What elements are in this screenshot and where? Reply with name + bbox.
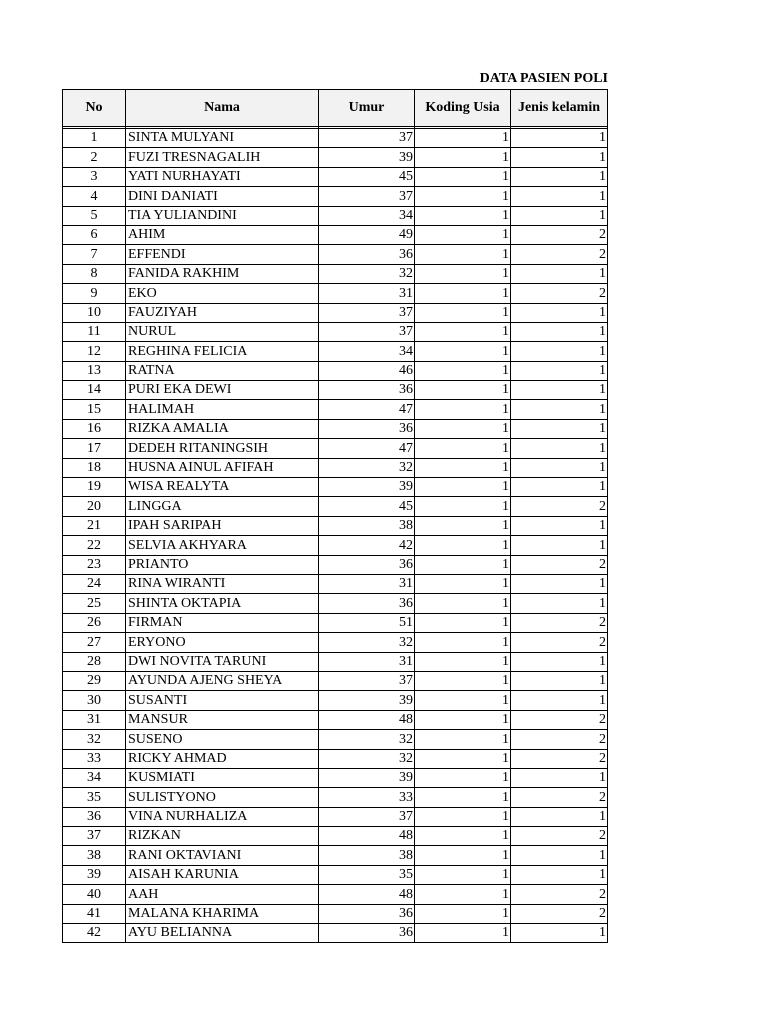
table-row: [63, 478, 608, 497]
table-row: [63, 536, 608, 555]
cell-no: 29: [63, 671, 126, 690]
cell-no: 31: [63, 710, 126, 729]
cell-umur: 37: [319, 671, 415, 690]
table-row: [63, 904, 608, 923]
cell-jenis-kelamin: 1: [511, 381, 608, 400]
cell-no: 19: [63, 478, 126, 497]
cell-no: 37: [63, 827, 126, 846]
cell-umur: 39: [319, 691, 415, 710]
cell-koding-usia: 1: [415, 322, 511, 341]
cell-umur: 51: [319, 613, 415, 632]
table-row: [63, 671, 608, 690]
table-row: [63, 245, 608, 264]
cell-no: 17: [63, 439, 126, 458]
cell-jenis-kelamin: 1: [511, 652, 608, 671]
cell-umur: 45: [319, 167, 415, 186]
cell-umur: 36: [319, 904, 415, 923]
cell-jenis-kelamin: 1: [511, 264, 608, 283]
cell-nama: EKO: [126, 284, 319, 303]
cell-umur: 38: [319, 516, 415, 535]
cell-koding-usia: 1: [415, 827, 511, 846]
cell-jenis-kelamin: 1: [511, 342, 608, 361]
cell-no: 8: [63, 264, 126, 283]
cell-nama: HALIMAH: [126, 400, 319, 419]
cell-nama: SHINTA OKTAPIA: [126, 594, 319, 613]
cell-umur: 36: [319, 381, 415, 400]
cell-no: 24: [63, 574, 126, 593]
cell-jenis-kelamin: 1: [511, 536, 608, 555]
cell-koding-usia: 1: [415, 788, 511, 807]
table-row: [63, 924, 608, 943]
cell-umur: 39: [319, 148, 415, 167]
cell-umur: 48: [319, 885, 415, 904]
cell-koding-usia: 1: [415, 264, 511, 283]
cell-nama: DWI NOVITA TARUNI: [126, 652, 319, 671]
cell-no: 40: [63, 885, 126, 904]
cell-umur: 36: [319, 245, 415, 264]
cell-nama: AAH: [126, 885, 319, 904]
table-row: [63, 322, 608, 341]
cell-nama: SUSANTI: [126, 691, 319, 710]
cell-umur: 31: [319, 284, 415, 303]
cell-jenis-kelamin: 1: [511, 478, 608, 497]
cell-umur: 32: [319, 749, 415, 768]
cell-koding-usia: 1: [415, 846, 511, 865]
cell-koding-usia: 1: [415, 167, 511, 186]
cell-nama: SUSENO: [126, 730, 319, 749]
cell-nama: WISA REALYTA: [126, 478, 319, 497]
table-row: [63, 303, 608, 322]
table-row: [63, 827, 608, 846]
cell-nama: LINGGA: [126, 497, 319, 516]
cell-koding-usia: 1: [415, 691, 511, 710]
table-header-row: [63, 90, 608, 127]
cell-no: 12: [63, 342, 126, 361]
cell-nama: PURI EKA DEWI: [126, 381, 319, 400]
cell-koding-usia: 1: [415, 148, 511, 167]
table-row: [63, 768, 608, 787]
cell-umur: 37: [319, 303, 415, 322]
table-row: [63, 885, 608, 904]
table-row: [63, 129, 608, 148]
cell-umur: 33: [319, 788, 415, 807]
cell-umur: 46: [319, 361, 415, 380]
cell-umur: 36: [319, 924, 415, 943]
cell-jenis-kelamin: 2: [511, 749, 608, 768]
cell-koding-usia: 1: [415, 749, 511, 768]
cell-nama: SINTA MULYANI: [126, 129, 319, 148]
cell-umur: 34: [319, 342, 415, 361]
cell-nama: PRIANTO: [126, 555, 319, 574]
cell-nama: REGHINA FELICIA: [126, 342, 319, 361]
cell-nama: RINA WIRANTI: [126, 574, 319, 593]
cell-jenis-kelamin: 1: [511, 187, 608, 206]
table-row: [63, 264, 608, 283]
cell-jenis-kelamin: 1: [511, 148, 608, 167]
table-row: [63, 148, 608, 167]
cell-jenis-kelamin: 1: [511, 924, 608, 943]
cell-no: 34: [63, 768, 126, 787]
cell-umur: 32: [319, 458, 415, 477]
cell-no: 1: [63, 129, 126, 148]
cell-no: 41: [63, 904, 126, 923]
cell-koding-usia: 1: [415, 594, 511, 613]
cell-no: 36: [63, 807, 126, 826]
cell-nama: RICKY AHMAD: [126, 749, 319, 768]
cell-nama: EFFENDI: [126, 245, 319, 264]
cell-koding-usia: 1: [415, 536, 511, 555]
cell-nama: FIRMAN: [126, 613, 319, 632]
cell-jenis-kelamin: 2: [511, 904, 608, 923]
table-row: [63, 613, 608, 632]
cell-nama: SULISTYONO: [126, 788, 319, 807]
cell-koding-usia: 1: [415, 613, 511, 632]
cell-umur: 36: [319, 594, 415, 613]
cell-no: 16: [63, 419, 126, 438]
cell-jenis-kelamin: 1: [511, 400, 608, 419]
cell-no: 18: [63, 458, 126, 477]
table-row: [63, 749, 608, 768]
cell-jenis-kelamin: 2: [511, 633, 608, 652]
cell-umur: 47: [319, 400, 415, 419]
cell-koding-usia: 1: [415, 555, 511, 574]
cell-umur: 49: [319, 225, 415, 244]
cell-jenis-kelamin: 1: [511, 419, 608, 438]
table-row: [63, 381, 608, 400]
cell-koding-usia: 1: [415, 225, 511, 244]
cell-nama: AYU BELIANNA: [126, 924, 319, 943]
cell-umur: 37: [319, 807, 415, 826]
cell-koding-usia: 1: [415, 478, 511, 497]
cell-koding-usia: 1: [415, 129, 511, 148]
cell-umur: 39: [319, 768, 415, 787]
cell-no: 22: [63, 536, 126, 555]
cell-nama: HUSNA AINUL AFIFAH: [126, 458, 319, 477]
cell-umur: 35: [319, 865, 415, 884]
cell-koding-usia: 1: [415, 652, 511, 671]
table-row: [63, 865, 608, 884]
cell-no: 25: [63, 594, 126, 613]
cell-jenis-kelamin: 1: [511, 322, 608, 341]
cell-nama: RIZKAN: [126, 827, 319, 846]
cell-nama: AHIM: [126, 225, 319, 244]
cell-koding-usia: 1: [415, 865, 511, 884]
cell-jenis-kelamin: 1: [511, 846, 608, 865]
cell-koding-usia: 1: [415, 885, 511, 904]
cell-nama: SELVIA AKHYARA: [126, 536, 319, 555]
cell-nama: VINA NURHALIZA: [126, 807, 319, 826]
cell-koding-usia: 1: [415, 497, 511, 516]
cell-nama: TIA YULIANDINI: [126, 206, 319, 225]
cell-jenis-kelamin: 1: [511, 303, 608, 322]
cell-umur: 38: [319, 846, 415, 865]
cell-jenis-kelamin: 1: [511, 807, 608, 826]
cell-koding-usia: 1: [415, 633, 511, 652]
cell-nama: DINI DANIATI: [126, 187, 319, 206]
cell-koding-usia: 1: [415, 768, 511, 787]
cell-koding-usia: 1: [415, 904, 511, 923]
cell-umur: 39: [319, 478, 415, 497]
cell-no: 42: [63, 924, 126, 943]
header-umur: Umur: [319, 90, 415, 127]
table-row: [63, 691, 608, 710]
cell-umur: 31: [319, 652, 415, 671]
table-row: [63, 516, 608, 535]
table-row: [63, 206, 608, 225]
cell-koding-usia: 1: [415, 439, 511, 458]
cell-umur: 42: [319, 536, 415, 555]
cell-koding-usia: 1: [415, 516, 511, 535]
cell-koding-usia: 1: [415, 303, 511, 322]
cell-koding-usia: 1: [415, 671, 511, 690]
cell-koding-usia: 1: [415, 245, 511, 264]
cell-nama: NURUL: [126, 322, 319, 341]
cell-jenis-kelamin: 1: [511, 167, 608, 186]
cell-nama: ERYONO: [126, 633, 319, 652]
cell-no: 11: [63, 322, 126, 341]
cell-nama: FAUZIYAH: [126, 303, 319, 322]
table-row: [63, 342, 608, 361]
cell-koding-usia: 1: [415, 807, 511, 826]
table-row: [63, 574, 608, 593]
cell-koding-usia: 1: [415, 730, 511, 749]
table-row: [63, 807, 608, 826]
table-row: [63, 633, 608, 652]
table-row: [63, 400, 608, 419]
cell-umur: 45: [319, 497, 415, 516]
cell-jenis-kelamin: 2: [511, 827, 608, 846]
table-row: [63, 497, 608, 516]
cell-no: 10: [63, 303, 126, 322]
cell-koding-usia: 1: [415, 419, 511, 438]
cell-no: 26: [63, 613, 126, 632]
cell-umur: 37: [319, 187, 415, 206]
page-title: DATA PASIEN POLI: [479, 71, 608, 86]
cell-jenis-kelamin: 1: [511, 574, 608, 593]
table-row: [63, 846, 608, 865]
table-row: [63, 187, 608, 206]
cell-jenis-kelamin: 1: [511, 865, 608, 884]
cell-nama: RIZKA AMALIA: [126, 419, 319, 438]
cell-umur: 32: [319, 633, 415, 652]
table-row: [63, 419, 608, 438]
cell-no: 35: [63, 788, 126, 807]
cell-nama: KUSMIATI: [126, 768, 319, 787]
header-nama: Nama: [126, 90, 319, 127]
cell-jenis-kelamin: 2: [511, 497, 608, 516]
cell-no: 6: [63, 225, 126, 244]
cell-jenis-kelamin: 2: [511, 284, 608, 303]
cell-koding-usia: 1: [415, 206, 511, 225]
cell-koding-usia: 1: [415, 710, 511, 729]
cell-jenis-kelamin: 1: [511, 691, 608, 710]
cell-no: 9: [63, 284, 126, 303]
cell-jenis-kelamin: 1: [511, 594, 608, 613]
table-row: [63, 225, 608, 244]
cell-jenis-kelamin: 2: [511, 710, 608, 729]
cell-no: 15: [63, 400, 126, 419]
cell-jenis-kelamin: 1: [511, 439, 608, 458]
cell-umur: 47: [319, 439, 415, 458]
cell-no: 20: [63, 497, 126, 516]
cell-jenis-kelamin: 2: [511, 885, 608, 904]
cell-jenis-kelamin: 1: [511, 361, 608, 380]
table-row: [63, 730, 608, 749]
cell-no: 27: [63, 633, 126, 652]
cell-no: 38: [63, 846, 126, 865]
cell-no: 2: [63, 148, 126, 167]
cell-nama: RANI OKTAVIANI: [126, 846, 319, 865]
table-row: [63, 167, 608, 186]
cell-jenis-kelamin: 2: [511, 555, 608, 574]
cell-umur: 34: [319, 206, 415, 225]
cell-koding-usia: 1: [415, 381, 511, 400]
cell-no: 7: [63, 245, 126, 264]
cell-nama: FUZI TRESNAGALIH: [126, 148, 319, 167]
cell-no: 14: [63, 381, 126, 400]
cell-umur: 36: [319, 419, 415, 438]
cell-no: 21: [63, 516, 126, 535]
cell-jenis-kelamin: 2: [511, 225, 608, 244]
cell-umur: 32: [319, 730, 415, 749]
cell-jenis-kelamin: 1: [511, 768, 608, 787]
cell-no: 13: [63, 361, 126, 380]
cell-jenis-kelamin: 2: [511, 788, 608, 807]
cell-nama: AYUNDA AJENG SHEYA: [126, 671, 319, 690]
cell-jenis-kelamin: 1: [511, 671, 608, 690]
patient-table: [62, 89, 608, 943]
cell-no: 30: [63, 691, 126, 710]
cell-nama: DEDEH RITANINGSIH: [126, 439, 319, 458]
cell-no: 23: [63, 555, 126, 574]
cell-jenis-kelamin: 1: [511, 129, 608, 148]
table-row: [63, 284, 608, 303]
cell-umur: 37: [319, 129, 415, 148]
cell-umur: 32: [319, 264, 415, 283]
table-row: [63, 555, 608, 574]
cell-koding-usia: 1: [415, 924, 511, 943]
cell-koding-usia: 1: [415, 574, 511, 593]
cell-no: 5: [63, 206, 126, 225]
table-row: [63, 594, 608, 613]
cell-koding-usia: 1: [415, 187, 511, 206]
cell-koding-usia: 1: [415, 361, 511, 380]
table-row: [63, 788, 608, 807]
cell-nama: YATI NURHAYATI: [126, 167, 319, 186]
table-row: [63, 361, 608, 380]
cell-koding-usia: 1: [415, 400, 511, 419]
header-no: No: [63, 90, 126, 127]
cell-jenis-kelamin: 2: [511, 245, 608, 264]
cell-nama: MALANA KHARIMA: [126, 904, 319, 923]
cell-umur: 48: [319, 710, 415, 729]
cell-umur: 36: [319, 555, 415, 574]
cell-jenis-kelamin: 1: [511, 458, 608, 477]
cell-nama: MANSUR: [126, 710, 319, 729]
cell-jenis-kelamin: 1: [511, 206, 608, 225]
cell-nama: AISAH KARUNIA: [126, 865, 319, 884]
cell-no: 33: [63, 749, 126, 768]
table-row: [63, 458, 608, 477]
cell-umur: 48: [319, 827, 415, 846]
cell-no: 32: [63, 730, 126, 749]
cell-koding-usia: 1: [415, 458, 511, 477]
cell-nama: FANIDA RAKHIM: [126, 264, 319, 283]
cell-umur: 37: [319, 322, 415, 341]
cell-koding-usia: 1: [415, 284, 511, 303]
table-body: [63, 127, 608, 943]
cell-no: 28: [63, 652, 126, 671]
cell-jenis-kelamin: 2: [511, 613, 608, 632]
cell-nama: RATNA: [126, 361, 319, 380]
table-row: [63, 710, 608, 729]
cell-umur: 31: [319, 574, 415, 593]
cell-no: 3: [63, 167, 126, 186]
cell-jenis-kelamin: 2: [511, 730, 608, 749]
cell-koding-usia: 1: [415, 342, 511, 361]
cell-no: 4: [63, 187, 126, 206]
table-row: [63, 652, 608, 671]
header-koding-usia: Koding Usia: [415, 90, 511, 127]
table-row: [63, 439, 608, 458]
cell-no: 39: [63, 865, 126, 884]
header-jenis-kelamin: Jenis kelamin: [511, 90, 608, 127]
cell-jenis-kelamin: 1: [511, 516, 608, 535]
cell-nama: IPAH SARIPAH: [126, 516, 319, 535]
